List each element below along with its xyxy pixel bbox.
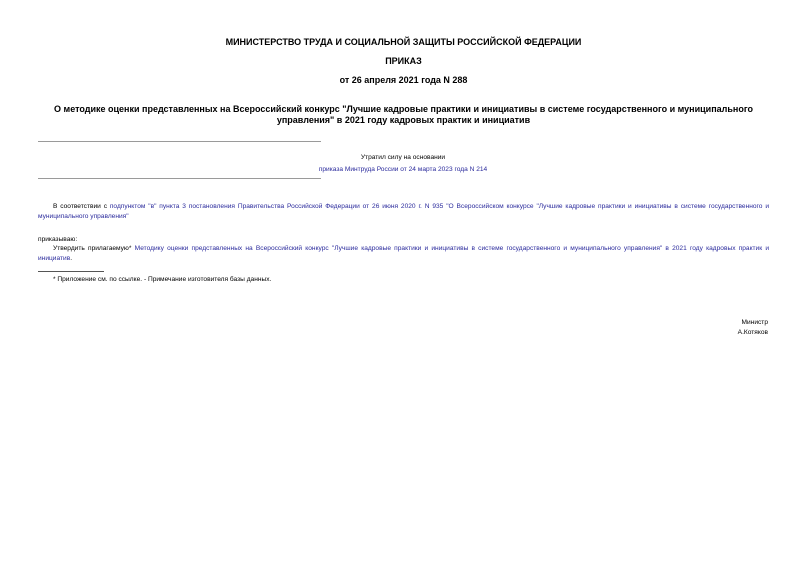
lapsed-notice-label: Утратил силу на основании	[360, 154, 446, 161]
date-number-heading: от 26 апреля 2021 года N 288	[339, 75, 468, 85]
approval-paragraph	[38, 244, 769, 264]
approval-tail: .	[70, 255, 73, 262]
footnote-text: * Приложение см. по ссылке. - Примечание изготовителя базы данных.	[53, 276, 272, 283]
methodology-link[interactable]: Методику оценки представленных на Всероссийский конкурс "Лучшие кадровые практики и инициативы в системе государственного и муниципального управления" в 2021 году кадровых практик и инициатив	[38, 245, 769, 262]
divider-top	[38, 141, 321, 142]
order-word: приказываю:	[38, 236, 78, 243]
lapsed-notice-link[interactable]: приказа Минтруда России от 24 марта 2023 года N 214	[318, 166, 488, 173]
preamble-paragraph	[38, 202, 769, 222]
divider-bottom	[38, 178, 321, 179]
signatory-title: Министр	[741, 319, 768, 326]
government-decree-link[interactable]: подпунктом "в" пункта 3 постановления Правительства Российской Федерации от 26 июня 2020 г. N 935 "О Всероссийском конкурсе "Лучшие кадровые практики и инициативы в системе государственного и муниципального управления"	[38, 203, 770, 220]
approval-lead: Утвердить прилагаемую*	[53, 245, 135, 252]
document-subject: О методике оценки представленных на Всероссийский конкурс "Лучшие кадровые практики и инициативы в системе государственного и муниципального управления" в 2021 году кадровых практик и инициатив	[54, 104, 753, 125]
document-type-heading: ПРИКАЗ	[385, 56, 422, 66]
ministry-heading: МИНИСТЕРСТВО ТРУДА И СОЦИАЛЬНОЙ ЗАЩИТЫ РОССИЙСКОЙ ФЕДЕРАЦИИ	[225, 37, 582, 47]
footnote-divider	[38, 271, 104, 272]
signatory-name: А.Котяков	[737, 329, 768, 336]
preamble-lead: В соответствии с	[53, 203, 110, 210]
